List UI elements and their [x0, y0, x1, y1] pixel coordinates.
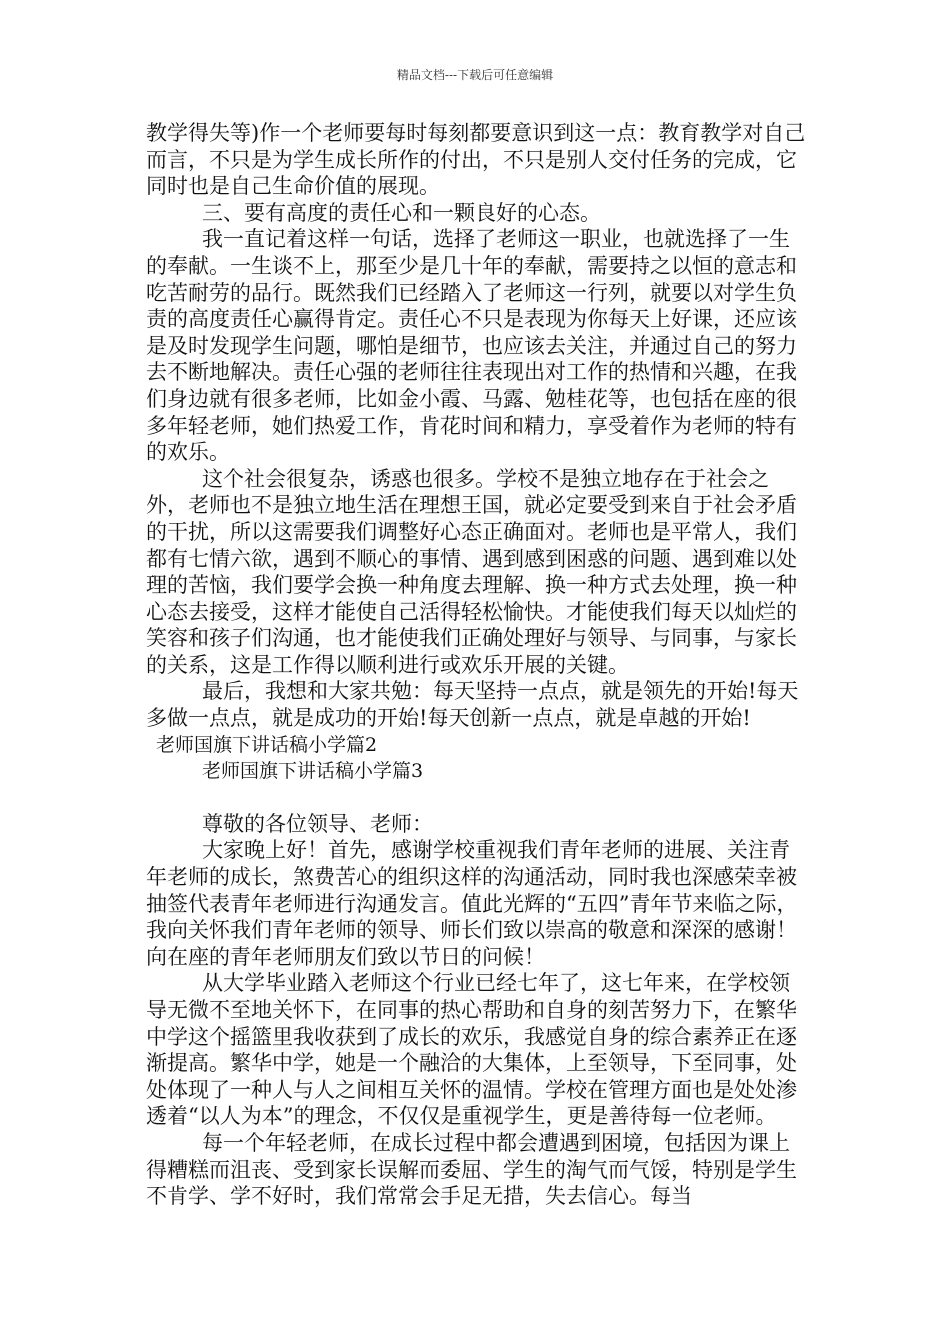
greeting: 尊敬的各位领导、老师： — [202, 811, 433, 836]
paragraph: 从大学毕业踏入老师这个行业已经七年了，这七年来，在学校领导无微不至地关怀下，在同事的热心帮助和自身的刻苦努力下，在繁华中学这个摇篮里我收获到了成长的欢乐，我感觉自身的综合素养正在逐渐提高。繁华中学，她是一个融洽的大集体，上至领导，下至同事，处处体现了一种人与人之间相互关怀的温情。学校在管理方面也是处处渗透着“以人为本”的理念，不仅仅是重视学生，更是善待每一位老师。 — [146, 971, 797, 1129]
paragraph: 这个社会很复杂，诱惑也很多。学校不是独立地存在于社会之外，老师也不是独立地生活在理想王国，就必定要受到来自于社会矛盾的干扰，所以这需要我们调整好心态正确面对。老师也是平常人，我们都有七情六欲，遇到不顺心的事情、遇到感到困惑的问题、遇到难以处理的苦恼，我们要学会换一种角度去理解、换一种方式去处理，换一种心态去接受，这样才能使自己活得轻松愉快。才能使我们每天以灿烂的笑容和孩子们沟通，也才能使我们正确处理好与领导、与同事，与家长的关系，这是工作得以顺利进行或欢乐开展的关键。 — [146, 466, 797, 677]
document-body — [146, 120, 808, 1210]
paragraph: 大家晚上好！首先，感谢学校重视我们青年老师的进展、关注青年老师的成长，煞费苦心的组织这样的沟通活动，同时我也深感荣幸被抽签代表青年老师进行沟通发言。值此光辉的“五四”青年节来临之际，我向关怀我们青年老师的领导、师长们致以崇高的敬意和深深的感谢！向在座的青年老师朋友们致以节日的问候！ — [146, 838, 798, 969]
paragraph: 最后，我想和大家共勉：每天坚持一点点，就是领先的开始!每天多做一点点，就是成功的开始!每天创新一点点，就是卓越的开始! — [146, 679, 799, 731]
paragraph: 每一个年轻老师，在成长过程中都会遭遇到困境，包括因为课上得糟糕而沮丧、受到家长误解而委屈、学生的淘气而气馁，特别是学生不肯学、学不好时，我们常常会手足无措，失去信心。每当 — [146, 1130, 797, 1209]
paragraph: 我一直记着这样一句话，选择了老师这一职业，也就选择了一生的奉献。一生谈不上，那至少是几十年的奉献，需要持之以恒的意志和吃苦耐劳的品行。既然我们已经踏入了老师这一行列，就要以对学生负责的高度责任心赢得肯定。责任心不只是表现为你每天上好课，还应该是及时发现学生问题，哪怕是细节，也应该去关注，并通过自己的努力去不断地解决。责任心强的老师往往表现出对工作的热情和兴趣，在我们身边就有很多老师，比如金小霞、马露、勉桂花等，也包括在座的很多年轻老师，她们热爱工作，肯花时间和精力，享受着作为老师的特有的欢乐。 — [146, 227, 797, 465]
article-title-3: 老师国旗下讲话稿小学篇3 — [202, 760, 424, 783]
section-heading: 三、要有高度的责任心和一颗良好的心态。 — [202, 200, 601, 225]
page-header: 精品文档---下载后可任意编辑 — [396, 68, 554, 82]
paragraph: 教学得失等)作一个老师要每时每刻都要意识到这一点：教育教学对自己而言，不只是为学生成长所作的付出，不只是别人交付任务的完成，它同时也是自己生命价值的展现。 — [146, 121, 806, 199]
article-title-2: 老师国旗下讲话稿小学篇2 — [156, 733, 378, 756]
